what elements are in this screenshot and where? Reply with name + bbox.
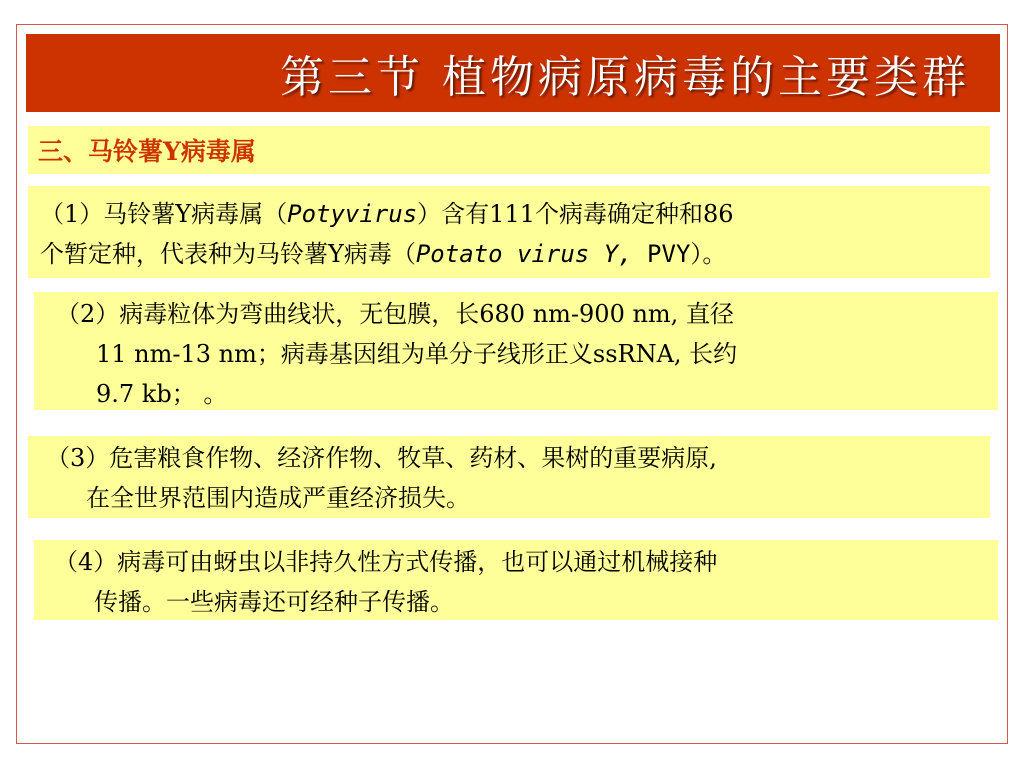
paragraph-1-line-1 <box>40 194 990 234</box>
paragraph-4 <box>34 540 998 620</box>
paragraph-3 <box>28 436 990 518</box>
paragraph-2-line-3: 9.7 kb； 。 <box>96 380 228 408</box>
title-bar <box>26 34 1000 112</box>
paragraph-4-line-1: （4）病毒可由蚜虫以非持久性方式传播，也可以通过机械接种 <box>54 548 718 576</box>
p1-line1-text-a: （1）马铃薯Y病毒属（ <box>40 200 288 228</box>
p1-species-name: Potato virus Y, <box>415 240 633 268</box>
paragraph-3-line-1: （3）危害粮食作物、经济作物、牧草、药材、果树的重要病原, <box>46 444 717 472</box>
paragraph-3-line-2: 在全世界范围内造成严重经济损失。 <box>86 484 470 512</box>
paragraph-4-line-2: 传播。一些病毒还可经种子传播。 <box>94 588 454 616</box>
paragraph-2 <box>34 292 998 410</box>
slide-title: 第三节 植物病原病毒的主要类群 <box>280 52 970 103</box>
subheading-box <box>28 126 990 174</box>
p1-genus-name: Potyvirus <box>287 200 418 228</box>
section-subheading: 三、马铃薯Y病毒属 <box>38 137 256 166</box>
p1-line2-text-b: PVY）。 <box>632 240 727 268</box>
p1-line2-text-a: 个暂定种，代表种为马铃薯Y病毒（ <box>40 240 416 268</box>
paragraph-2-line-2: 11 nm-13 nm；病毒基因组为单分子线形正义ssRNA, 长约 <box>96 340 738 368</box>
paragraph-1-line-2 <box>40 234 990 274</box>
p1-line1-text-b: ）含有111个病毒确定种和86 <box>417 200 734 228</box>
paragraph-2-line-1: （2）病毒粒体为弯曲线状，无包膜，长680 nm-900 nm, 直径 <box>56 300 734 328</box>
paragraph-1 <box>28 186 990 278</box>
